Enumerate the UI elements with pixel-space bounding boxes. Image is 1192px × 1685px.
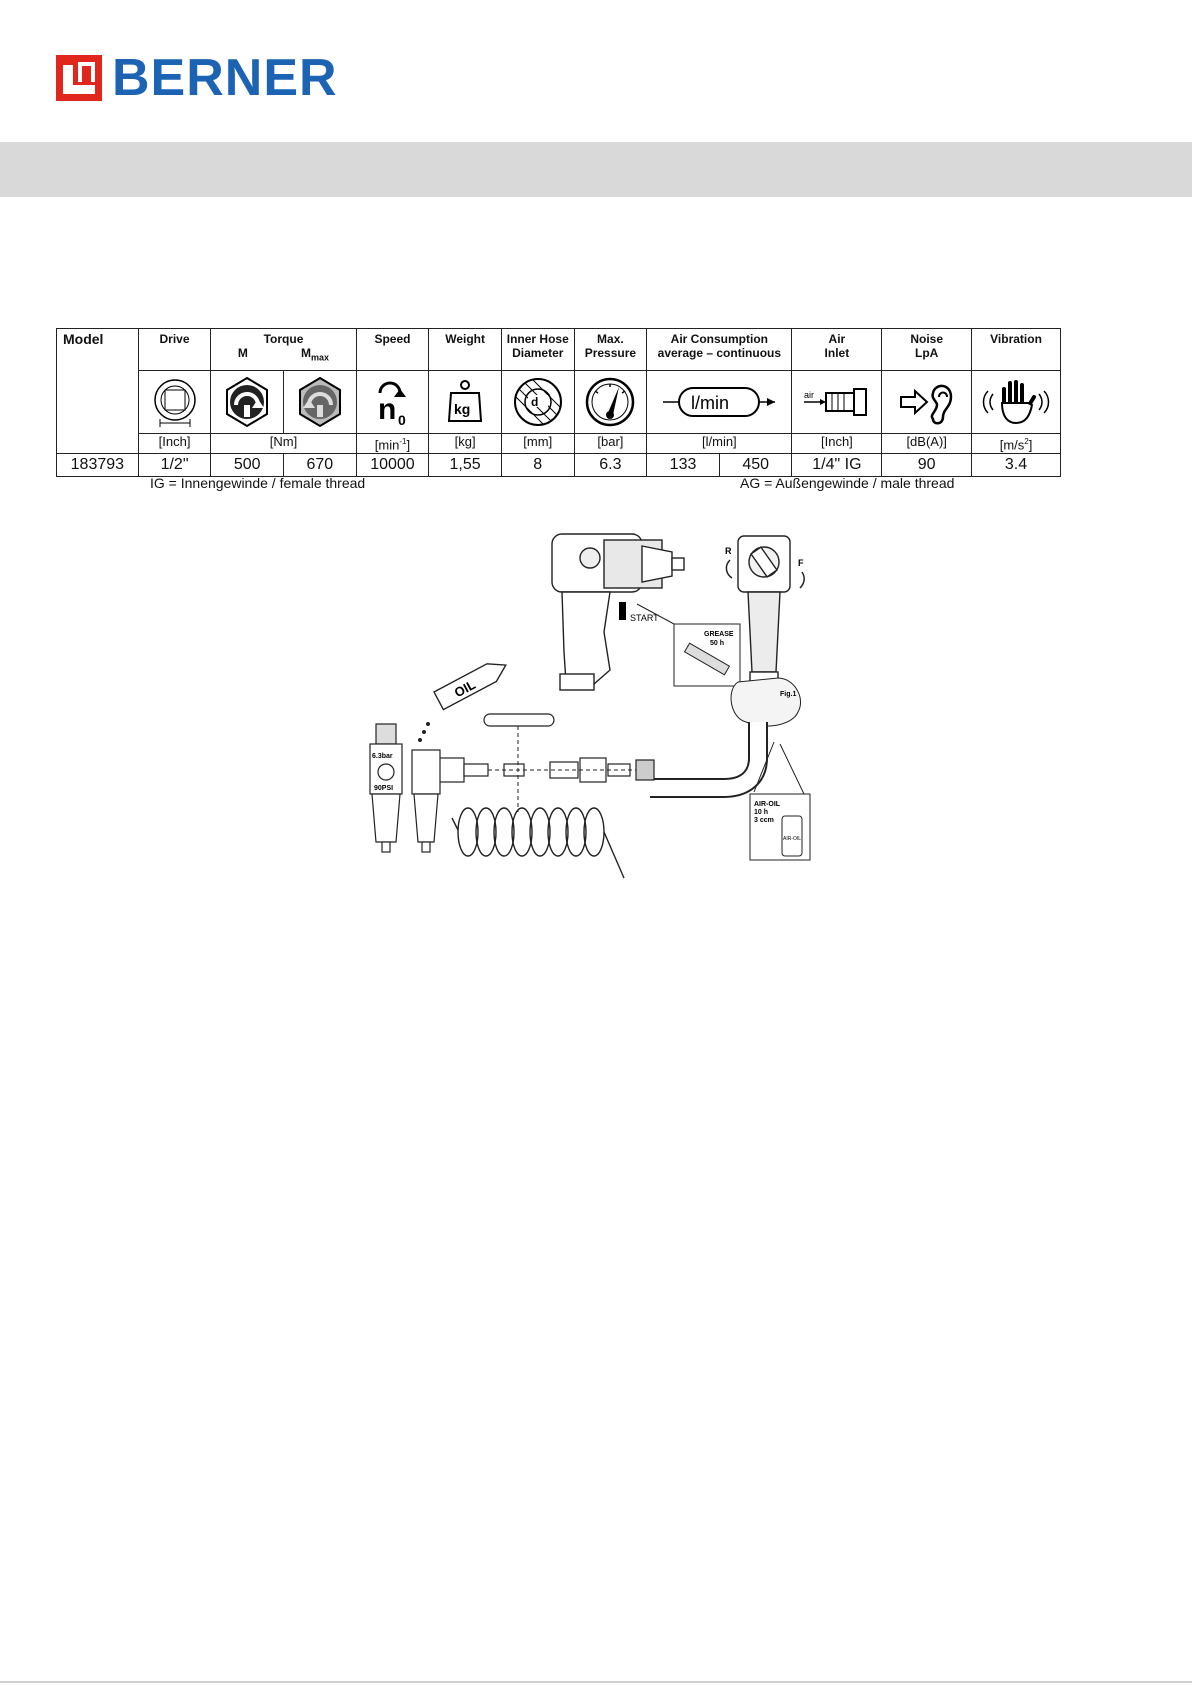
spec-table — [56, 328, 1061, 477]
weight-value: 1,55 — [429, 454, 502, 477]
noise-unit: [dB(A)] — [882, 434, 972, 454]
svg-text:0: 0 — [398, 412, 407, 428]
noise-header: Noise LpA — [882, 329, 972, 371]
spec-units-row — [57, 434, 1061, 454]
model-header: Model — [57, 329, 139, 454]
berner-wordmark: BERNER — [112, 49, 338, 107]
berner-logo — [56, 49, 338, 107]
spec-header-row — [57, 329, 1061, 371]
drive-header: Drive — [138, 329, 211, 371]
air-flow-lmin-icon — [659, 382, 779, 422]
svg-text:l/min: l/min — [691, 393, 730, 413]
ear-noise-icon — [897, 375, 957, 429]
impact-wrench-illustration — [552, 534, 684, 690]
svg-text:n: n — [378, 393, 397, 426]
weight-unit: [kg] — [429, 434, 502, 454]
torque-title: Torque — [263, 332, 304, 346]
torque-unit: [Nm] — [211, 434, 356, 454]
torque-arrow-icon — [220, 375, 274, 429]
speed-n0-icon — [370, 375, 414, 429]
pressure-value: 6.3 — [574, 454, 647, 477]
footer-rule — [0, 1681, 1192, 1683]
start-label: START — [630, 613, 659, 623]
regulator-bar-label: 6.3bar — [372, 753, 393, 760]
svg-text:kg: kg — [454, 401, 471, 417]
torque-max-arrow-icon — [293, 375, 347, 429]
drive-value: 1/2" — [138, 454, 211, 477]
oil-label: OIL — [451, 676, 478, 701]
vibration-value: 3.4 — [972, 454, 1061, 477]
air-inlet-header: Air Inlet — [792, 329, 882, 371]
fig1-inset — [731, 678, 801, 726]
hand-vibration-icon — [978, 375, 1054, 429]
speed-value: 10000 — [356, 454, 429, 477]
noise-value: 90 — [882, 454, 972, 477]
hose-value: 8 — [501, 454, 574, 477]
berner-logo-mark — [56, 55, 102, 101]
grease-label-line1: GREASE — [704, 631, 734, 638]
pressure-gauge-icon — [583, 375, 637, 429]
male-thread-note: AG = Außengewinde / male thread — [740, 475, 955, 491]
forward-label: F — [798, 558, 804, 568]
trigger-marker — [619, 602, 626, 620]
air-oil-label-line3: 3 ccm — [754, 817, 774, 824]
vibration-header: Vibration — [972, 329, 1061, 371]
speed-unit: $[\min^{-1}]$ — [356, 434, 429, 454]
square-drive-icon — [150, 375, 200, 429]
svg-text:d: d — [530, 395, 539, 409]
wrench-front-view — [738, 536, 790, 686]
weight-kg-icon — [443, 375, 487, 429]
rotate-right-arrow — [800, 572, 804, 588]
tool-setup-diagram — [354, 532, 824, 882]
fig1-label: Fig.1 — [780, 691, 797, 698]
coiled-hose — [452, 808, 624, 878]
regulator-psi-label: 90PSI — [374, 785, 394, 792]
grease-label-line2: 50 h — [710, 640, 725, 647]
hose-header: Inner Hose Diameter — [501, 329, 574, 371]
hose-diameter-icon — [511, 375, 565, 429]
air-oil-label-line1: AIR-OIL — [754, 801, 781, 808]
air-oil-label-line2: 10 h — [754, 809, 769, 816]
model-value: 183793 — [57, 454, 139, 477]
spec-icon-row — [57, 371, 1061, 434]
weight-header: Weight — [429, 329, 502, 371]
torque-m-label: M — [237, 346, 248, 360]
inlet-value: 1/4" IG — [792, 454, 882, 477]
rotate-left-arrow — [726, 560, 732, 578]
header-band — [0, 142, 1192, 197]
oil-bottle-label: AIR-OIL — [783, 836, 802, 842]
air-inlet-icon — [802, 382, 872, 422]
air-unit: [l/min] — [647, 434, 792, 454]
vibration-unit: $[m/s^2]$ — [972, 434, 1061, 454]
oil-can — [434, 656, 510, 709]
svg-text:air: air — [803, 390, 814, 400]
straight-hose — [484, 714, 554, 726]
female-thread-note: IG = Innengewinde / female thread — [150, 475, 366, 491]
torque-m-value: 500 — [211, 454, 284, 477]
air-average-value: 133 — [647, 454, 720, 477]
air-consumption-header: Air Consumption average – continuous — [647, 329, 792, 371]
pressure-unit: [bar] — [574, 434, 647, 454]
hose-unit: [mm] — [501, 434, 574, 454]
torque-header — [211, 329, 356, 371]
air-continuous-value: 450 — [719, 454, 792, 477]
inlet-unit: [Inch] — [792, 434, 882, 454]
torque-mmax-label: $M_{max}$ — [301, 346, 330, 363]
spec-value-row — [57, 454, 1061, 477]
drive-unit: [Inch] — [138, 434, 211, 454]
reverse-label: R — [725, 546, 732, 556]
pressure-header: Max. Pressure — [574, 329, 647, 371]
torque-mmax-value: 670 — [284, 454, 357, 477]
speed-header: Speed — [356, 329, 429, 371]
